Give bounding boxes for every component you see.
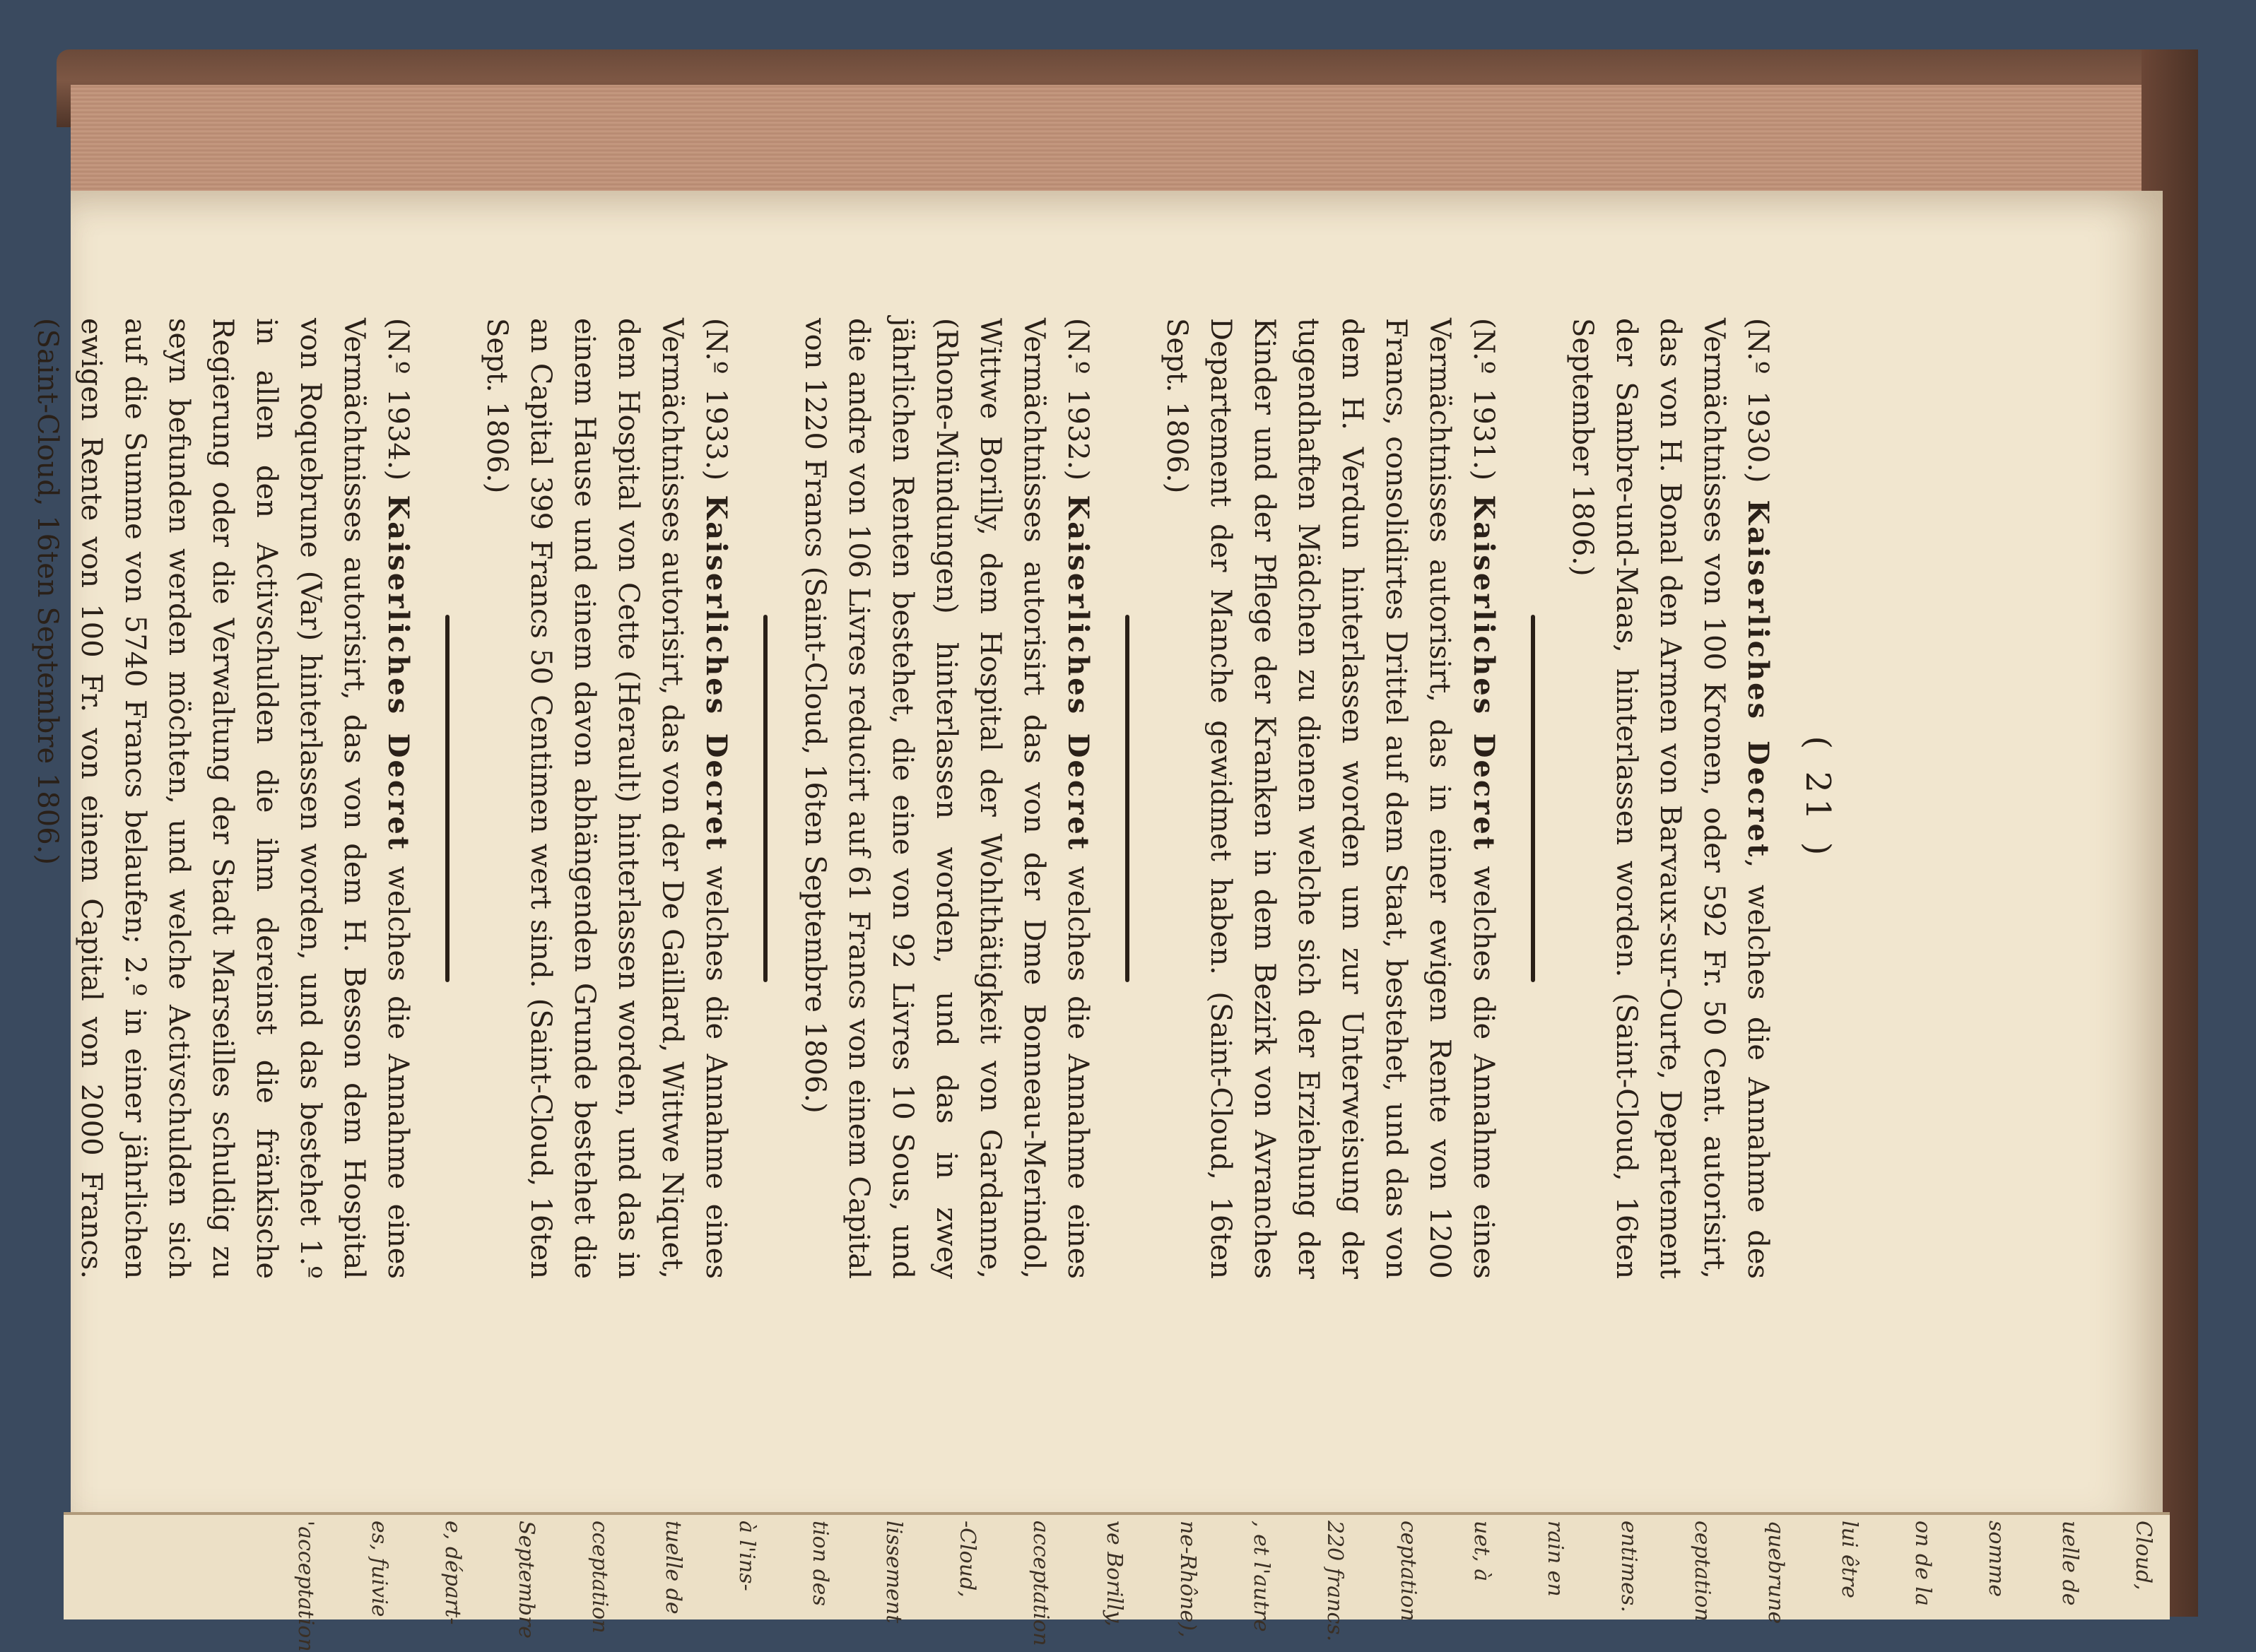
entry-lead: Kaiserliches Decret [700,495,733,852]
facing-page-fragment: cceptation [587,1521,612,1634]
facing-page-fragment: uelle de [2057,1521,2082,1606]
facing-page-fragment: -Cloud, [955,1521,980,1598]
facing-page-fragment: ve Borilly, [1102,1521,1127,1627]
facing-page-fragment: lui être [1837,1521,1862,1598]
facing-page-fragment: uet, à [1469,1521,1494,1582]
facing-page-fragment: on de la [1910,1521,1935,1606]
entry-lead: Kaiserliches Decret [1467,495,1500,852]
divider-rule [1531,615,1535,982]
facing-page-fragment: Septembre [514,1521,539,1639]
facing-page-fragment: tion des [808,1521,833,1606]
facing-page-fragment: à l'ins- [734,1521,759,1591]
entry-number: (N.º 1933.) [700,318,732,481]
divider-rule [445,615,450,982]
entry-lead: Kaiserliches Decret [1741,500,1775,859]
facing-page-fragment: Cloud, [2131,1521,2156,1591]
facing-page-fragment: rain en [1543,1521,1568,1597]
facing-page-fragment: tuelle de [661,1521,686,1615]
decree-entry-1934 [25,318,420,1279]
facing-page-edge [64,1512,2170,1652]
entry-text: , welches die Annahme des Vermächtnisses von 100 Kronen, oder 592 Fr. 50 Cent. autorisirt, das von H. Bonal den Armen von Barvaux-sur-Ourte, Departement der Sambre-und-Maas, hinterlassen worden. (Saint-Cloud, 16ten September 1806.) [1566,318,1774,1280]
entry-text: welches die Annahme eines Vermächtnisses autorisirt das von der Dme Bonneau-Merindol, Wittwe Borilly, dem Hospital der Wohlthätigkeit von Gardanne, (Rhone-Mündungen) hinterlassen worden, und das in zwey jährlichen Renten bestehet, die eine von 92 Livres 10 Sous, und die andre von 106 Livres reducirt auf 61 Francs von einem Capital von 1220 Francs (Saint-Cloud, 16ten Septembre 1806.) [799,318,1094,1280]
divider-rule [763,615,768,982]
facing-page-fragment: e, départ- [440,1521,465,1625]
facing-page-fragment: acceptation [1028,1521,1053,1646]
facing-page-fragments [64,1515,2170,1652]
entry-text: welches die Annahme eines Vermächtnisses autorisirt, das in einer ewigen Rente von 1200 Francs, consolidirtes Drittel auf dem Staat, bestehet, und das von dem H. Verdun hinterlassen worden um zur Unterweisung der tugendhaften Mädchen zu dienen welche sich der Erziehung der Kinder und der Pflege der Kranken in dem Bezirk von Avranches Departement der Manche gewidmet haben. (Saint-Cloud, 16ten Sept. 1806.) [1161,318,1500,1280]
entry-lead: Kaiserliches Decret [382,495,415,852]
entry-text: welches die Annahme eines Vermächtnisses autorisirt, das von dem H. Besson dem Hospital von Roquebrune (Var) hinterlassen worden, und das bestehet 1.º in allen den Activschulden die ihm dereinst die fränkische Regierung oder die Verwaltung der Stadt Marseilles schuldig zu seyn befunden werden möchten, und welche Activschulden sich auf die Summe von 5740 Francs belaufen; 2.º in einer jährlichen ewigen Rente von 100 Fr. von einem Capital von 2000 Francs. (Saint-Cloud, 16ten Septembre 1806.) [31,318,414,1280]
entry-number: (N.º 1932.) [1062,318,1094,481]
divider-rule [1125,615,1129,982]
facing-page-fragment: , et l'autre [1249,1521,1274,1632]
facing-page-fragment: 220 francs. [1322,1521,1347,1642]
decree-entry-1933 [475,318,738,1279]
entry-lead: Kaiserliches Decret [1062,495,1095,852]
entry-text: welches die Annahme eines Vermächtnisses autorisirt, das von der De Gaillard, Wittwe Niquet, dem Hospital von Cette (Herault) hinterlassen worden, und das in einem Hause und einem davon abhängenden Grunde bestehet die an Capital 399 Francs 50 Centimen wert sind. (Saint-Cloud, 16ten Sept. 1806.) [481,318,732,1280]
facing-page-fragment: ceptation [1690,1521,1715,1622]
facing-page-fragment: somme [1984,1521,2009,1598]
page-text-block [31,318,1838,1280]
decree-entry-1930 [1561,318,1780,1279]
facing-page-fragment: es, fuivie [367,1521,392,1617]
entry-number: (N.º 1931.) [1467,318,1500,481]
decree-entry-1931 [1155,318,1505,1279]
page-number: ( 21 ) [1798,736,1838,861]
facing-page-fragment: lissement [881,1521,906,1624]
facing-page-fragment: 'acceptation [293,1521,318,1652]
facing-page-fragment: quebrune [1763,1521,1788,1624]
facing-page-fragment: ceptation [1396,1521,1421,1622]
decree-entry-1932 [793,318,1100,1279]
facing-page-fragment: entimes. [1616,1521,1641,1612]
entry-number: (N.º 1930.) [1741,318,1774,483]
page-edges [71,85,2184,195]
entry-number: (N.º 1934.) [382,318,414,481]
facing-page-fragment: ne-Rhône), [1175,1521,1200,1638]
